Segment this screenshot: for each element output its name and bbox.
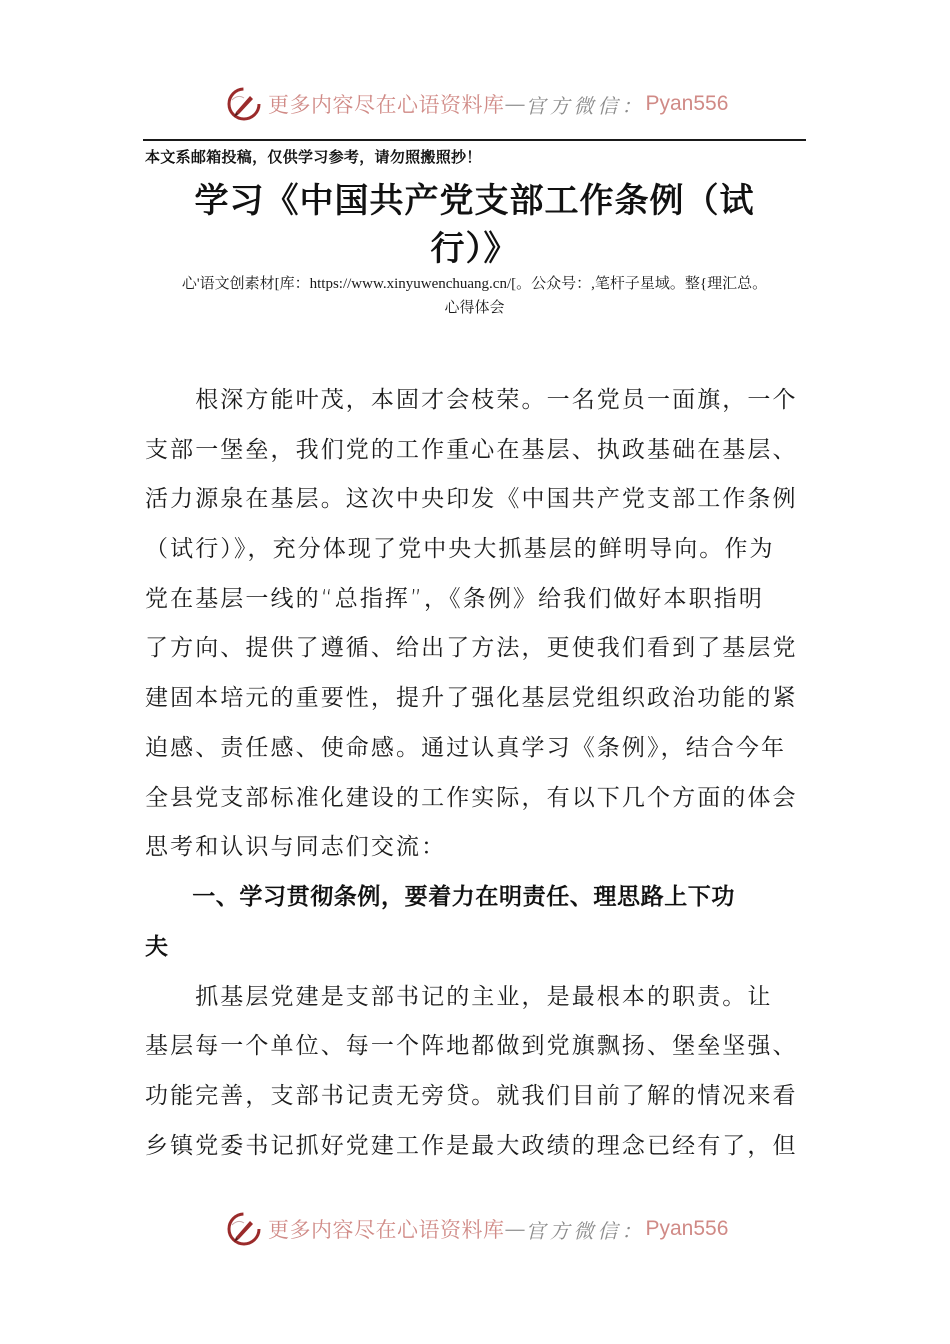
header-rule xyxy=(143,139,806,141)
body-line: 党在基层一线的“总指挥”，《条例》给我们做好本职指明 xyxy=(145,586,764,612)
wechat-id: Pyan556 xyxy=(645,1217,729,1240)
quill-pen-logo-icon xyxy=(226,1211,262,1247)
submission-notice: 本文系邮箱投稿，仅供学习参考，请勿照搬照抄！ xyxy=(145,148,482,166)
body-line: 基层每一个单位、每一个阵地都做到党旗飘扬、堡垒坚强、 xyxy=(145,1033,798,1059)
body-line: （试行）》，充分体现了党中央大抓基层的鲜明导向。作为 xyxy=(145,536,775,562)
body-line: 支部一堡垒，我们党的工作重心在基层、执政基础在基层、 xyxy=(145,437,798,463)
body-line: 思考和认识与同志们交流： xyxy=(145,834,447,860)
wechat-label: 官方微信： xyxy=(525,93,646,118)
section-heading-line: 一、学习贯彻条例，要着力在明责任、理思路上下功 xyxy=(145,884,735,910)
document-title-line-1: 学习《中国共产党支部工作条例（试 xyxy=(194,181,755,221)
source-line-2: 心得体会 xyxy=(444,300,505,316)
promo-text: 更多内容尽在心语资料库 xyxy=(268,93,505,117)
document-title-line-2: 行）》 xyxy=(430,229,519,269)
promo-text: 更多内容尽在心语资料库 xyxy=(268,1218,505,1242)
wechat-label: 官方微信： xyxy=(525,1218,646,1243)
body-line: 抓基层党建是支部书记的主业，是最根本的职责。让 xyxy=(145,984,773,1010)
body-line: 根深方能叶茂，本固才会枝荣。一名党员一面旗，一个 xyxy=(145,387,798,413)
quill-pen-logo-icon xyxy=(226,86,262,122)
watermark-banner-top xyxy=(226,82,729,126)
body-line: 功能完善，支部书记责无旁贷。就我们目前了解的情况来看 xyxy=(145,1083,798,1109)
banner-separator: — xyxy=(504,92,526,116)
body-line: 了方向、提供了遵循、给出了方法，更使我们看到了基层党 xyxy=(145,635,798,661)
watermark-banner-bottom xyxy=(226,1207,729,1251)
body-line: 建固本培元的重要性，提升了强化基层党组织政治功能的紧 xyxy=(145,685,798,711)
body-line: 乡镇党委书记抓好党建工作是最大政绩的理念已经有了，但 xyxy=(145,1133,798,1159)
body-line: 迫感、责任感、使命感。通过认真学习《条例》，结合今年 xyxy=(145,735,787,761)
section-heading-line: 夫 xyxy=(145,934,169,960)
body-line: 活力源泉在基层。这次中央印发《中国共产党支部工作条例 xyxy=(145,486,798,512)
banner-separator: — xyxy=(504,1217,526,1241)
body-line: 全县党支部标准化建设的工作实际，有以下几个方面的体会 xyxy=(145,785,798,811)
source-line-1: 心'语文创素材[库：https://www.xinyuwenchuang.cn/[。公众号：,笔杆子星域。整{理汇总。 xyxy=(181,276,768,292)
wechat-id: Pyan556 xyxy=(645,92,729,115)
